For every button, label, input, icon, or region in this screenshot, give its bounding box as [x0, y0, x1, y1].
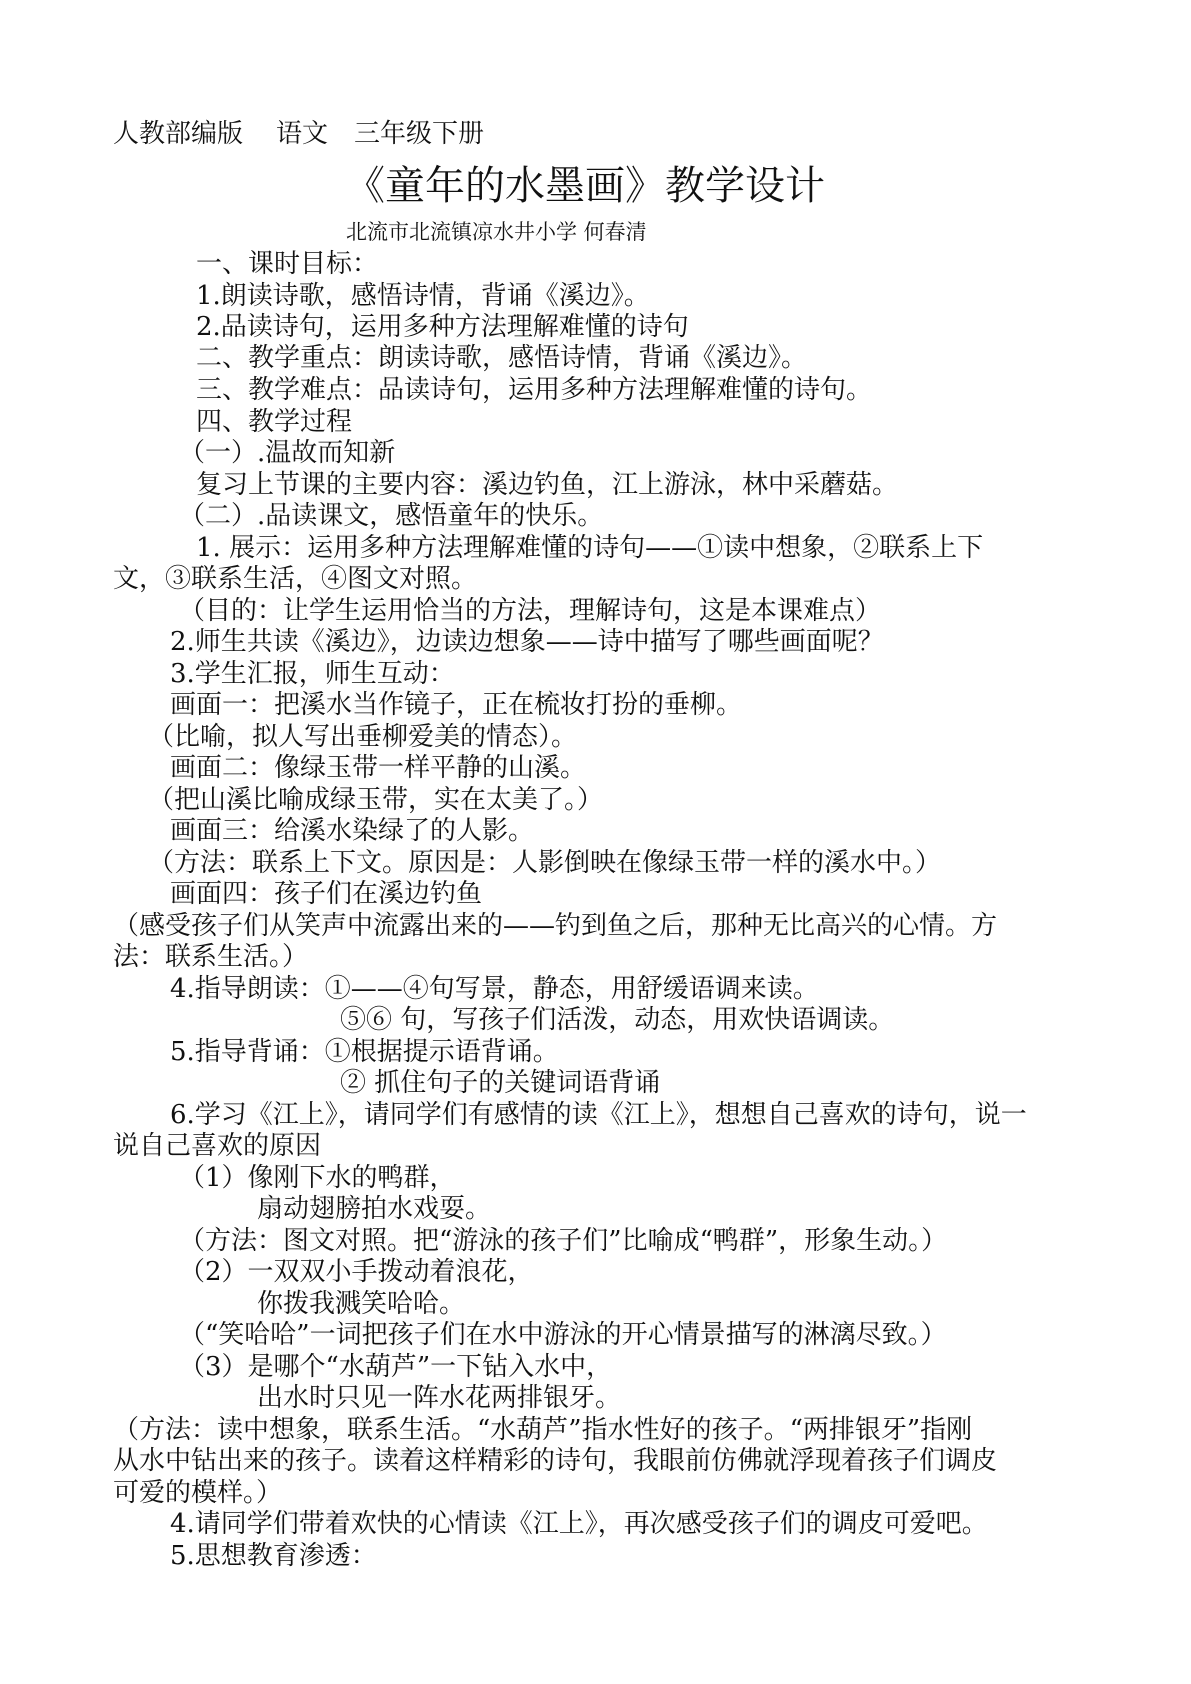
document-title: 《童年的水墨画》教学设计 — [345, 163, 825, 209]
paragraph-line: （目的：让学生运用恰当的方法，理解诗句，这是本课难点） — [179, 596, 882, 626]
paragraph-line: 复习上节课的主要内容：溪边钓鱼，江上游泳，林中采蘑菇。 — [196, 470, 899, 500]
paragraph-line: 1. 展示：运用多种方法理解难懂的诗句——①读中想象，②联系上下 — [196, 533, 984, 563]
section-heading: 二、教学重点：朗读诗歌，感悟诗情，背诵《溪边》。 — [196, 343, 808, 373]
paragraph-line: （方法：联系上下文。原因是：人影倒映在像绿玉带一样的溪水中。） — [148, 848, 942, 878]
paragraph-line: 1.朗读诗歌，感悟诗情，背诵《溪边》。 — [196, 281, 650, 311]
header-grade: 三年级下册 — [354, 119, 485, 149]
paragraph-line: 法：联系生活。） — [113, 942, 309, 972]
paragraph-line: 说自己喜欢的原因 — [113, 1131, 322, 1161]
paragraph-line: 3.学生汇报，师生互动： — [170, 659, 455, 689]
paragraph-line: 5.指导背诵：①根据提示语背诵。 — [170, 1037, 559, 1067]
section-heading: 三、教学难点：品读诗句，运用多种方法理解难懂的诗句。 — [196, 375, 873, 405]
poem-line: 扇动翅膀拍水戏耍。 — [257, 1194, 492, 1224]
section-heading: 四、教学过程 — [196, 407, 353, 437]
paragraph-line: （方法：读中想象，联系生活。“水葫芦”指水性好的孩子。“两排银牙”指刚 — [113, 1415, 973, 1445]
paragraph-line: 文，③联系生活，④图文对照。 — [113, 564, 478, 594]
paragraph-line: 4.请同学们带着欢快的心情读《江上》，再次感受孩子们的调皮可爱吧。 — [170, 1509, 988, 1539]
paragraph-line: ⑤⑥ 句，写孩子们活泼，动态，用欢快语调读。 — [340, 1005, 895, 1035]
poem-line: （1）像刚下水的鸭群， — [179, 1163, 456, 1193]
paragraph-line: 2.品读诗句，运用多种方法理解难懂的诗句 — [196, 312, 689, 342]
poem-line: （3）是哪个“水葫芦”一下钻入水中， — [179, 1352, 613, 1382]
paragraph-line: 画面二：像绿玉带一样平静的山溪。 — [170, 753, 587, 783]
paragraph-line: 6.学习《江上》，请同学们有感情的读《江上》，想想自己喜欢的诗句，说一 — [170, 1100, 1027, 1130]
paragraph-line: （感受孩子们从笑声中流露出来的——钓到鱼之后，那种无比高兴的心情。方 — [113, 911, 998, 941]
paragraph-line: 2.师生共读《溪边》，边读边想象——诗中描写了哪些画面呢？ — [170, 627, 884, 657]
paragraph-line: 从水中钻出来的孩子。读着这样精彩的诗句，我眼前仿佛就浮现着孩子们调皮 — [113, 1446, 998, 1476]
paragraph-line: 画面一：把溪水当作镜子，正在梳妆打扮的垂柳。 — [170, 690, 743, 720]
author-line: 北流市北流镇凉水井小学 何春清 — [346, 220, 647, 244]
poem-line: 你拨我溅笑哈哈。 — [257, 1289, 466, 1319]
paragraph-line: 5.思想教育渗透： — [170, 1541, 377, 1571]
paragraph-line: ② 抓住句子的关键词语背诵 — [340, 1068, 661, 1098]
section-heading: 一、课时目标： — [196, 249, 379, 279]
paragraph-line: （比喻，拟人写出垂柳爱美的情态）。 — [148, 722, 578, 752]
paragraph-line: 画面三：给溪水染绿了的人影。 — [170, 816, 535, 846]
poem-line: 出水时只见一阵水花两排银牙。 — [257, 1383, 622, 1413]
paragraph-line: 可爱的模样。） — [113, 1478, 283, 1508]
subsection-heading: （二）.品读课文，感悟童年的快乐。 — [179, 501, 604, 531]
paragraph-line: （把山溪比喻成绿玉带，实在太美了。） — [148, 785, 604, 815]
poem-line: （2）一双双小手拨动着浪花， — [179, 1257, 534, 1287]
subsection-heading: （一）.温故而知新 — [179, 438, 396, 468]
paragraph-line: （“笑哈哈”一词把孩子们在水中游泳的开心情景描写的淋漓尽致。） — [179, 1320, 947, 1350]
header-series: 人教部编版 — [113, 119, 244, 149]
paragraph-line: 4.指导朗读：①——④句写景，静态，用舒缓语调来读。 — [170, 974, 819, 1004]
paragraph-line: （方法：图文对照。把“游泳的孩子们”比喻成“鸭群”，形象生动。） — [179, 1226, 948, 1256]
paragraph-line: 画面四：孩子们在溪边钓鱼 — [170, 879, 483, 909]
header-subject: 语文 — [276, 119, 329, 149]
